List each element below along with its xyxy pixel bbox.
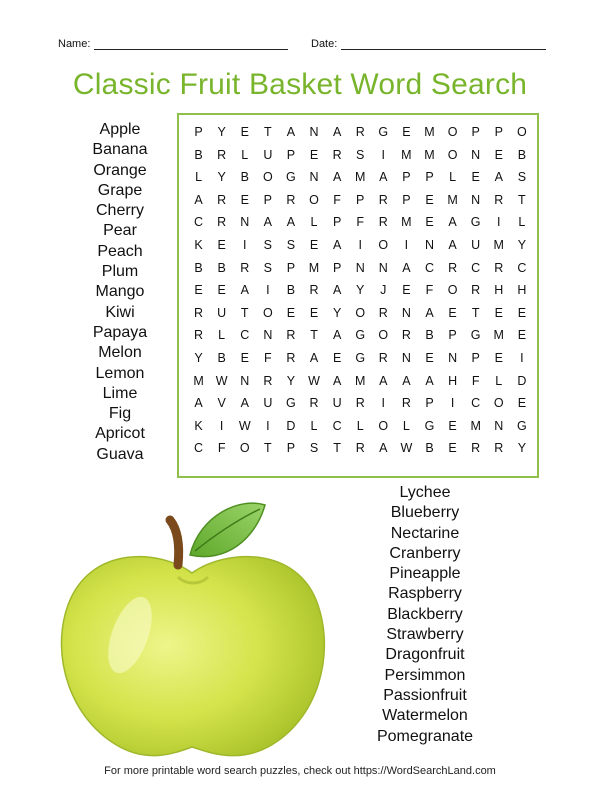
list-left-word: Mango	[95, 283, 145, 301]
grid-letter[interactable]: A	[194, 396, 203, 411]
list-right-word: Lychee	[399, 484, 451, 501]
grid-letter[interactable]: Y	[356, 283, 365, 298]
grid-letter[interactable]: N	[309, 170, 319, 185]
grid-letter[interactable]: C	[194, 441, 204, 456]
grid-letter[interactable]: P	[425, 396, 434, 411]
grid-letter[interactable]: I	[520, 350, 524, 365]
grid-letter[interactable]: P	[448, 328, 457, 343]
date-field[interactable]	[311, 38, 546, 50]
grid-letter[interactable]: N	[471, 192, 481, 207]
grid-letter[interactable]: I	[266, 418, 270, 433]
grid-letter[interactable]: M	[493, 237, 504, 252]
list-right-word: Nectarine	[390, 524, 460, 542]
grid-row	[187, 257, 533, 280]
grid-letter[interactable]: A	[448, 237, 457, 252]
grid-letter[interactable]: E	[402, 283, 411, 298]
grid-letter[interactable]: B	[240, 170, 249, 185]
grid-letter[interactable]: A	[402, 373, 411, 388]
grid-letter[interactable]: C	[517, 260, 527, 275]
grid-letter[interactable]: L	[495, 373, 503, 388]
word-search-grid	[177, 113, 539, 478]
grid-letter[interactable]: N	[401, 350, 411, 365]
grid-letter[interactable]: A	[332, 328, 342, 343]
grid-letter[interactable]: D	[286, 418, 296, 433]
date-label: Date:	[311, 38, 338, 50]
grid-letter[interactable]: O	[378, 328, 389, 343]
grid-letter[interactable]: F	[425, 283, 434, 298]
grid-letter[interactable]: N	[263, 328, 273, 343]
grid-letter[interactable]: L	[241, 147, 249, 162]
grid-letter[interactable]: G	[286, 170, 296, 185]
grid-letter[interactable]: T	[240, 305, 249, 320]
grid-letter[interactable]: N	[378, 260, 388, 275]
grid-letter[interactable]: S	[309, 441, 319, 456]
grid-letter[interactable]: H	[448, 373, 458, 388]
grid-letter[interactable]: E	[402, 125, 411, 139]
grid-letter[interactable]: R	[240, 260, 250, 275]
grid-letter[interactable]: A	[332, 373, 342, 388]
grid-letter[interactable]: M	[424, 125, 435, 139]
grid-letter[interactable]: L	[310, 215, 318, 230]
grid-letter[interactable]: C	[471, 260, 481, 275]
grid-letter[interactable]: I	[404, 237, 409, 252]
grid-letter[interactable]: R	[378, 192, 388, 207]
grid-letter[interactable]: E	[240, 192, 249, 207]
grid-letter[interactable]: G	[470, 328, 481, 343]
list-left-word: Plum	[101, 263, 139, 281]
grid-letter[interactable]: U	[332, 396, 342, 411]
list-right-word: Passionfruit	[383, 686, 467, 704]
grid-letter[interactable]: U	[217, 305, 227, 320]
grid-row	[187, 392, 533, 415]
list-right-word: Pomegranate	[376, 727, 474, 745]
list-left-word: Grape	[97, 181, 143, 199]
grid-letter[interactable]: G	[424, 418, 435, 433]
letter-grid	[187, 121, 533, 460]
grid-row	[187, 166, 533, 189]
grid-letter[interactable]: I	[219, 418, 224, 433]
grid-letter[interactable]: A	[425, 373, 434, 388]
grid-letter[interactable]: M	[354, 170, 366, 185]
grid-letter[interactable]: O	[309, 192, 319, 207]
grid-letter[interactable]: E	[309, 147, 319, 162]
grid-letter[interactable]: F	[356, 215, 365, 230]
grid-letter[interactable]: G	[355, 350, 366, 365]
grid-row	[187, 144, 533, 167]
grid-letter[interactable]: A	[379, 373, 388, 388]
grid-row	[187, 189, 533, 212]
grid-letter[interactable]: P	[332, 215, 342, 230]
grid-letter[interactable]: S	[517, 170, 527, 185]
grid-letter[interactable]: A	[494, 170, 503, 185]
grid-letter[interactable]: C	[194, 215, 204, 230]
grid-letter[interactable]: A	[379, 170, 388, 185]
name-field[interactable]	[58, 38, 288, 50]
grid-letter[interactable]: M	[401, 147, 412, 162]
grid-letter[interactable]: R	[332, 147, 342, 162]
grid-letter[interactable]: P	[332, 260, 342, 275]
grid-letter[interactable]: R	[309, 283, 319, 298]
grid-letter[interactable]: A	[332, 170, 342, 185]
grid-letter[interactable]: P	[494, 125, 503, 139]
grid-letter[interactable]: J	[380, 283, 387, 298]
list-right-word: Strawberry	[386, 626, 464, 644]
grid-letter[interactable]: A	[332, 283, 342, 298]
grid-letter[interactable]: E	[448, 441, 457, 456]
grid-letter[interactable]: E	[425, 192, 434, 207]
header-fields	[58, 38, 558, 54]
grid-letter[interactable]: G	[286, 396, 296, 411]
grid-letter[interactable]: P	[402, 192, 411, 207]
word-list-right	[360, 483, 490, 747]
grid-letter[interactable]: S	[263, 260, 272, 275]
grid-letter[interactable]: T	[310, 328, 318, 343]
grid-letter[interactable]: K	[194, 418, 203, 433]
grid-letter[interactable]: E	[471, 170, 480, 185]
grid-letter[interactable]: A	[286, 125, 296, 139]
grid-letter[interactable]: L	[195, 170, 203, 185]
grid-letter[interactable]: Y	[517, 237, 527, 252]
grid-row	[187, 370, 533, 393]
grid-letter[interactable]: E	[240, 125, 249, 139]
grid-letter[interactable]: R	[378, 305, 388, 320]
grid-letter[interactable]: A	[332, 125, 342, 139]
grid-letter[interactable]: T	[264, 125, 272, 139]
name-line[interactable]	[94, 38, 288, 50]
grid-letter[interactable]: V	[217, 396, 226, 411]
grid-row	[187, 415, 533, 438]
grid-letter[interactable]: F	[217, 441, 226, 456]
grid-letter[interactable]: C	[424, 260, 434, 275]
grid-letter[interactable]: R	[355, 396, 365, 411]
grid-letter[interactable]: N	[401, 305, 411, 320]
grid-letter[interactable]: M	[308, 260, 320, 275]
grid-letter[interactable]: E	[517, 396, 527, 411]
grid-row	[187, 302, 533, 325]
grid-letter[interactable]: G	[470, 215, 481, 230]
grid-letter[interactable]: B	[194, 260, 203, 275]
grid-letter[interactable]: B	[517, 147, 527, 162]
grid-letter[interactable]: B	[425, 441, 434, 456]
grid-letter[interactable]: M	[193, 373, 204, 388]
grid-letter[interactable]: L	[356, 418, 364, 433]
grid-letter[interactable]: R	[471, 441, 481, 456]
grid-letter[interactable]: R	[355, 125, 365, 139]
grid-letter[interactable]: C	[471, 396, 481, 411]
grid-letter[interactable]: R	[494, 260, 504, 275]
grid-row	[187, 324, 533, 347]
list-left-word: Guava	[96, 445, 144, 463]
grid-letter[interactable]: I	[358, 237, 362, 252]
grid-letter[interactable]: I	[381, 396, 386, 411]
grid-letter[interactable]: M	[470, 418, 481, 433]
grid-letter[interactable]: T	[518, 192, 526, 207]
grid-letter[interactable]: U	[471, 237, 481, 252]
grid-letter[interactable]: O	[239, 441, 250, 456]
grid-letter[interactable]: M	[493, 328, 504, 343]
grid-letter[interactable]: G	[378, 125, 389, 139]
grid-letter[interactable]: N	[494, 418, 504, 433]
grid-letter[interactable]: H	[517, 283, 527, 298]
grid-letter[interactable]: A	[309, 350, 319, 365]
grid-letter[interactable]: M	[354, 373, 366, 388]
list-left-word: Apple	[99, 121, 141, 138]
grid-letter[interactable]: A	[286, 215, 296, 230]
list-left-word: Orange	[93, 161, 147, 179]
grid-letter[interactable]: O	[262, 170, 273, 185]
grid-letter[interactable]: H	[494, 283, 504, 298]
grid-letter[interactable]: E	[425, 215, 434, 230]
grid-letter[interactable]: Y	[517, 441, 527, 456]
grid-letter[interactable]: P	[286, 147, 296, 162]
list-left-word: Lemon	[95, 364, 145, 382]
grid-letter[interactable]: M	[447, 192, 458, 207]
grid-row	[187, 279, 533, 302]
grid-letter[interactable]: P	[402, 170, 411, 185]
grid-letter[interactable]: A	[240, 283, 249, 298]
grid-letter[interactable]: A	[425, 305, 434, 320]
page-title: Classic Fruit Basket Word Search	[72, 68, 528, 101]
grid-letter[interactable]: Y	[286, 373, 296, 388]
list-left-word: Fig	[108, 405, 132, 423]
word-list-left	[70, 120, 170, 465]
green-apple-icon	[50, 485, 340, 765]
grid-letter[interactable]: E	[217, 237, 226, 252]
grid-letter[interactable]: W	[215, 373, 228, 388]
grid-letter[interactable]: L	[310, 418, 318, 433]
grid-letter[interactable]: R	[286, 192, 296, 207]
grid-letter[interactable]: P	[194, 125, 203, 139]
grid-letter[interactable]: O	[447, 283, 458, 298]
grid-row	[187, 211, 533, 234]
list-left-word: Papaya	[92, 323, 148, 341]
grid-letter[interactable]: R	[494, 192, 504, 207]
grid-letter[interactable]: L	[218, 328, 226, 343]
grid-letter[interactable]: E	[494, 305, 503, 320]
grid-letter[interactable]: S	[286, 237, 296, 252]
grid-row	[187, 437, 533, 460]
grid-letter[interactable]: C	[332, 418, 342, 433]
grid-letter[interactable]: P	[286, 260, 296, 275]
grid-letter[interactable]: O	[516, 125, 527, 139]
grid-letter[interactable]: B	[217, 350, 226, 365]
grid-letter[interactable]: S	[263, 237, 272, 252]
grid-letter[interactable]: E	[309, 305, 319, 320]
grid-letter[interactable]: W	[400, 441, 413, 456]
grid-letter[interactable]: Y	[332, 305, 342, 320]
grid-letter[interactable]: N	[240, 215, 250, 230]
grid-letter[interactable]: I	[450, 396, 455, 411]
grid-letter[interactable]: A	[240, 396, 249, 411]
grid-row	[187, 234, 533, 257]
grid-letter[interactable]: R	[494, 441, 504, 456]
grid-letter[interactable]: W	[308, 373, 320, 388]
grid-letter[interactable]: O	[493, 396, 504, 411]
grid-letter[interactable]: E	[309, 237, 319, 252]
grid-letter[interactable]: P	[425, 170, 434, 185]
grid-letter[interactable]: B	[286, 283, 296, 298]
grid-letter[interactable]: F	[471, 373, 480, 388]
grid-letter[interactable]: E	[240, 350, 249, 365]
grid-letter[interactable]: U	[263, 396, 273, 411]
date-line[interactable]	[341, 38, 546, 50]
grid-letter[interactable]: E	[194, 283, 203, 298]
grid-letter[interactable]: I	[242, 237, 247, 252]
grid-letter[interactable]: R	[401, 328, 411, 343]
grid-letter[interactable]: A	[379, 441, 388, 456]
grid-letter[interactable]: M	[401, 215, 412, 230]
grid-letter[interactable]: M	[424, 147, 435, 162]
grid-letter[interactable]: E	[517, 328, 527, 343]
grid-letter[interactable]: R	[378, 215, 388, 230]
grid-letter[interactable]: R	[378, 350, 388, 365]
grid-letter[interactable]: O	[355, 305, 366, 320]
grid-letter[interactable]: E	[448, 418, 457, 433]
grid-letter[interactable]: E	[425, 350, 434, 365]
grid-letter[interactable]: R	[217, 215, 227, 230]
grid-letter[interactable]: I	[381, 147, 386, 162]
grid-letter[interactable]: L	[402, 418, 410, 433]
grid-letter[interactable]: U	[263, 147, 273, 162]
list-left-word: Melon	[98, 344, 142, 362]
grid-letter[interactable]: F	[333, 192, 341, 207]
grid-letter[interactable]: R	[309, 396, 319, 411]
list-right-word: Blueberry	[390, 504, 460, 522]
grid-letter[interactable]: N	[355, 260, 365, 275]
grid-letter[interactable]: W	[238, 418, 251, 433]
grid-letter[interactable]: B	[194, 147, 203, 162]
grid-letter[interactable]: B	[425, 328, 434, 343]
grid-letter[interactable]: A	[402, 260, 411, 275]
list-left-word: Apricot	[95, 425, 145, 443]
grid-letter[interactable]: R	[217, 192, 227, 207]
list-right-word: Cranberry	[389, 544, 461, 562]
name-label: Name:	[58, 38, 91, 50]
grid-letter[interactable]: A	[194, 192, 203, 207]
list-left-word: Peach	[97, 242, 143, 260]
grid-letter[interactable]: O	[447, 147, 458, 162]
grid-letter[interactable]: A	[263, 215, 272, 230]
grid-letter[interactable]: O	[262, 305, 273, 320]
grid-letter[interactable]: K	[194, 237, 203, 252]
grid-letter[interactable]: N	[240, 373, 250, 388]
grid-letter[interactable]: B	[217, 260, 226, 275]
grid-letter[interactable]: E	[494, 350, 503, 365]
grid-letter[interactable]: R	[471, 283, 481, 298]
list-right-word: Blackberry	[387, 605, 463, 623]
grid-letter[interactable]: P	[471, 125, 480, 139]
grid-letter[interactable]: O	[378, 237, 389, 252]
list-right-word: Dragonfruit	[385, 646, 465, 664]
grid-letter[interactable]: E	[494, 147, 503, 162]
grid-letter[interactable]: R	[401, 396, 411, 411]
grid-letter[interactable]: P	[356, 192, 365, 207]
grid-letter[interactable]: Y	[194, 350, 203, 365]
list-right-word: Raspberry	[388, 585, 462, 603]
grid-letter[interactable]: N	[309, 125, 319, 139]
grid-letter[interactable]: A	[448, 215, 457, 230]
list-right-word: Pineapple	[389, 565, 461, 583]
grid-letter[interactable]: Y	[217, 170, 226, 185]
grid-letter[interactable]: N	[448, 350, 458, 365]
grid-letter[interactable]: O	[378, 418, 389, 433]
grid-letter[interactable]: I	[266, 283, 270, 298]
grid-letter[interactable]: D	[517, 373, 527, 388]
grid-letter[interactable]: R	[355, 441, 365, 456]
grid-letter[interactable]: O	[447, 125, 458, 139]
grid-letter[interactable]: E	[332, 350, 342, 365]
grid-letter[interactable]: R	[286, 328, 296, 343]
list-left-word: Lime	[102, 384, 138, 402]
grid-letter[interactable]: P	[263, 192, 272, 207]
grid-letter[interactable]: E	[517, 305, 527, 320]
grid-letter[interactable]: R	[194, 305, 204, 320]
grid-letter[interactable]: N	[424, 237, 434, 252]
grid-letter[interactable]: E	[286, 305, 296, 320]
list-left-word: Kiwi	[105, 303, 135, 321]
grid-letter[interactable]: P	[471, 350, 480, 365]
grid-letter[interactable]: L	[449, 170, 457, 185]
grid-letter[interactable]: E	[217, 283, 226, 298]
list-right-word: Watermelon	[382, 707, 468, 725]
grid-letter[interactable]: A	[332, 237, 342, 252]
grid-letter[interactable]: G	[516, 418, 527, 433]
grid-letter[interactable]: T	[264, 441, 272, 456]
grid-row	[187, 347, 533, 370]
grid-letter[interactable]: R	[194, 328, 204, 343]
grid-letter[interactable]: F	[264, 350, 272, 365]
grid-letter[interactable]: L	[518, 215, 526, 230]
grid-letter[interactable]: G	[355, 328, 366, 343]
grid-letter[interactable]: R	[217, 147, 227, 162]
grid-letter[interactable]: I	[497, 215, 501, 230]
grid-letter[interactable]: E	[448, 305, 457, 320]
grid-letter[interactable]: R	[286, 350, 296, 365]
grid-row	[187, 121, 533, 144]
footer-text: For more printable word search puzzles, check out https://WordSearchLand.com	[104, 765, 496, 777]
grid-letter[interactable]: R	[263, 373, 273, 388]
list-right-word: Persimmon	[384, 666, 466, 684]
grid-letter[interactable]: N	[471, 147, 481, 162]
grid-letter[interactable]: T	[333, 441, 341, 456]
grid-letter[interactable]: R	[448, 260, 458, 275]
list-left-word: Cherry	[95, 202, 144, 220]
grid-letter[interactable]: C	[240, 328, 250, 343]
grid-letter[interactable]: P	[286, 441, 296, 456]
grid-letter[interactable]: S	[356, 147, 365, 162]
grid-letter[interactable]: Y	[217, 125, 226, 139]
grid-letter[interactable]: T	[471, 305, 480, 320]
list-left-word: Pear	[103, 222, 137, 240]
list-left-word: Banana	[92, 141, 148, 159]
